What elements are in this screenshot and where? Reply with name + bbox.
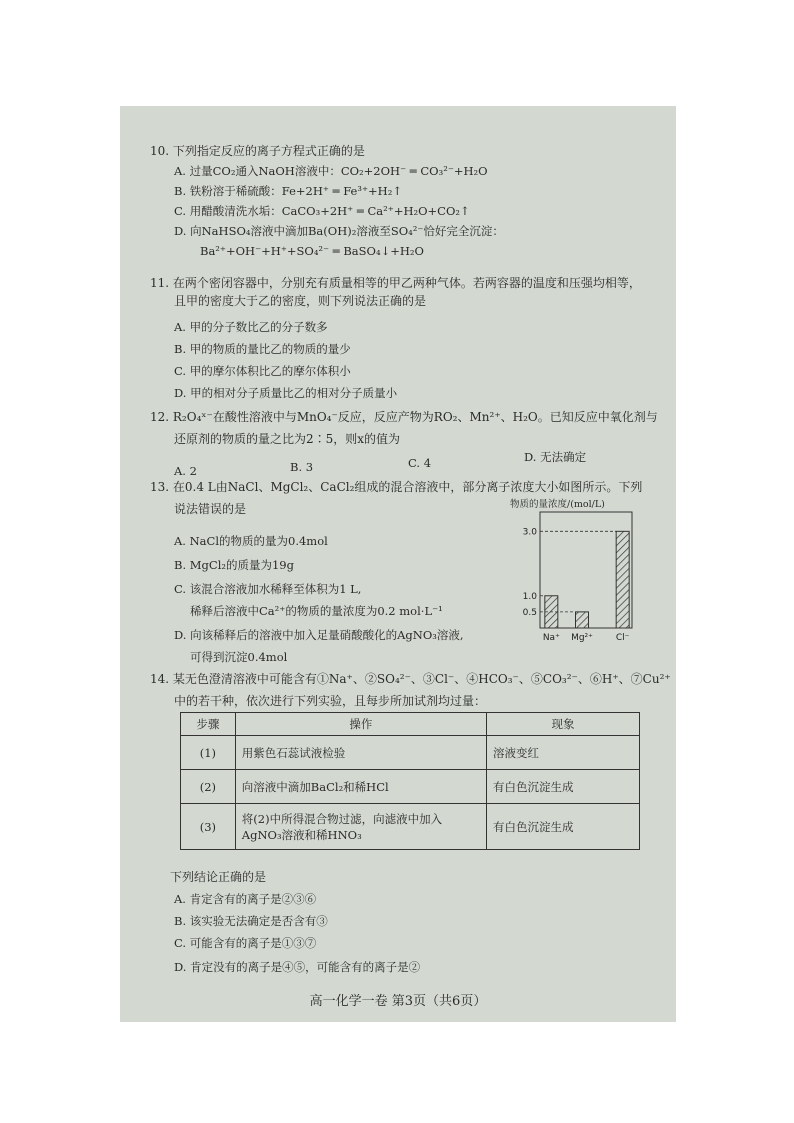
q11-option-a: A. 甲的分子数比乙的分子数多 xyxy=(174,320,328,334)
x-tick-label-1: Mg²⁺ xyxy=(571,633,593,643)
y-tick-label-2: 3.0 xyxy=(522,527,537,538)
table-row xyxy=(181,770,640,804)
chart-canvas xyxy=(510,496,646,646)
experiment-table xyxy=(180,712,640,850)
table-row xyxy=(181,736,640,770)
q13-stem-line2: 说法错误的是 xyxy=(174,502,247,516)
q13-option-d-cont: 可得到沉淀0.4mol xyxy=(190,650,288,664)
q11-stem-line2: 且甲的密度大于乙的密度，则下列说法正确的是 xyxy=(174,294,427,308)
x-tick-label-0: Na⁺ xyxy=(542,633,560,643)
y-tick-label-0: 0.5 xyxy=(522,607,537,618)
y-tick-label-1: 1.0 xyxy=(522,591,537,602)
step-cell: (1) xyxy=(181,736,236,770)
header-phenomenon: 现象 xyxy=(486,713,639,736)
q14-option-c: C. 可能含有的离子是①③⑦ xyxy=(174,936,317,950)
q10-stem: 10. 下列指定反应的离子方程式正确的是 xyxy=(150,144,365,158)
q13-option-c: C. 该混合溶液加水稀释至体积为1 L, xyxy=(174,582,362,596)
phenomenon-cell: 溶液变红 xyxy=(486,736,639,770)
q12-stem-line2: 还原剂的物质的量之比为2∶5，则x的值为 xyxy=(174,432,401,446)
exam-page xyxy=(120,106,676,1022)
q13-option-d: D. 向该稀释后的溶液中加入足量硝酸酸化的AgNO₃溶液, xyxy=(174,628,464,642)
q14-stem-line1: 14. 某无色澄清溶液中可能含有①Na⁺、②SO₄²⁻、③Cl⁻、④HCO₃⁻、⑤CO₃²⁻、⑥H⁺、⑦Cu²⁺ xyxy=(150,672,671,686)
header-step: 步骤 xyxy=(181,713,236,736)
q12-option-b: B. 3 xyxy=(290,460,314,474)
q11-stem-line1: 11. 在两个密闭容器中，分别充有质量相等的甲乙两种气体。若两容器的温度和压强均相等， xyxy=(150,276,641,290)
q11-option-c: C. 甲的摩尔体积比乙的摩尔体积小 xyxy=(174,364,351,378)
q10-equation: Ba²⁺+OH⁻+H⁺+SO₄²⁻ ═ BaSO₄↓+H₂O xyxy=(200,244,424,258)
bar-2 xyxy=(616,531,629,628)
q11-option-b: B. 甲的物质的量比乙的物质的量少 xyxy=(174,342,351,356)
q10-option-c: C. 用醋酸清洗水垢：CaCO₃+2H⁺ ═ Ca²⁺+H₂O+CO₂↑ xyxy=(174,204,470,218)
operation-cell: 用紫色石蕊试液检验 xyxy=(235,736,486,770)
q12-stem-line1: 12. R₂O₄ˣ⁻在酸性溶液中与MnO₄⁻反应，反应产物为RO₂、Mn²⁺、H₂O。已知反应中氧化剂与 xyxy=(150,410,658,424)
q10-option-d: D. 向NaHSO₄溶液中滴加Ba(OH)₂溶液至SO₄²⁻恰好完全沉淀： xyxy=(174,224,504,238)
q12-option-c: C. 4 xyxy=(408,456,432,470)
q14-stem-line2: 中的若干种，依次进行下列实验，且每步所加试剂均过量： xyxy=(174,694,487,708)
header-operation: 操作 xyxy=(235,713,486,736)
ion-concentration-chart xyxy=(510,496,646,646)
q14-option-d: D. 肯定没有的离子是④⑤，可能含有的离子是② xyxy=(174,960,421,974)
bar-1 xyxy=(576,612,589,628)
page-footer: 高一化学一卷 第3页（共6页） xyxy=(309,994,487,1009)
step-cell: (2) xyxy=(181,770,236,804)
q13-stem-line1: 13. 在0.4 L由NaCl、MgCl₂、CaCl₂组成的混合溶液中，部分离子浓度大小如图所示。下列 xyxy=(150,480,643,494)
q14-option-b: B. 该实验无法确定是否含有③ xyxy=(174,914,328,928)
q14-option-a: A. 肯定含有的离子是②③⑥ xyxy=(174,892,317,906)
x-tick-label-2: Cl⁻ xyxy=(615,633,630,643)
q12-option-a: A. 2 xyxy=(174,464,197,478)
table-header-row xyxy=(181,713,640,736)
operation-cell: 将(2)中所得混合物过滤，向滤液中加入AgNO₃溶液和稀HNO₃ xyxy=(235,804,486,850)
q10-option-a: A. 过量CO₂通入NaOH溶液中：CO₂+2OH⁻ ═ CO₃²⁻+H₂O xyxy=(174,164,488,178)
q14-conclusion: 下列结论正确的是 xyxy=(170,870,267,884)
q13-option-a: A. NaCl的物质的量为0.4mol xyxy=(174,534,328,548)
q13-option-c-cont: 稀释后溶液中Ca²⁺的物质的量浓度为0.2 mol·L⁻¹ xyxy=(190,604,443,618)
q10-option-b: B. 铁粉溶于稀硫酸：Fe+2H⁺ ═ Fe³⁺+H₂↑ xyxy=(174,184,402,198)
q13-option-b: B. MgCl₂的质量为19g xyxy=(174,558,294,572)
chart-title: 物质的量浓度/(mol/L) xyxy=(510,499,605,510)
phenomenon-cell: 有白色沉淀生成 xyxy=(486,804,639,850)
operation-cell: 向溶液中滴加BaCl₂和稀HCl xyxy=(235,770,486,804)
table-row xyxy=(181,804,640,850)
q11-option-d: D. 甲的相对分子质量比乙的相对分子质量小 xyxy=(174,386,398,400)
step-cell: (3) xyxy=(181,804,236,850)
phenomenon-cell: 有白色沉淀生成 xyxy=(486,770,639,804)
q12-option-d: D. 无法确定 xyxy=(524,450,587,464)
